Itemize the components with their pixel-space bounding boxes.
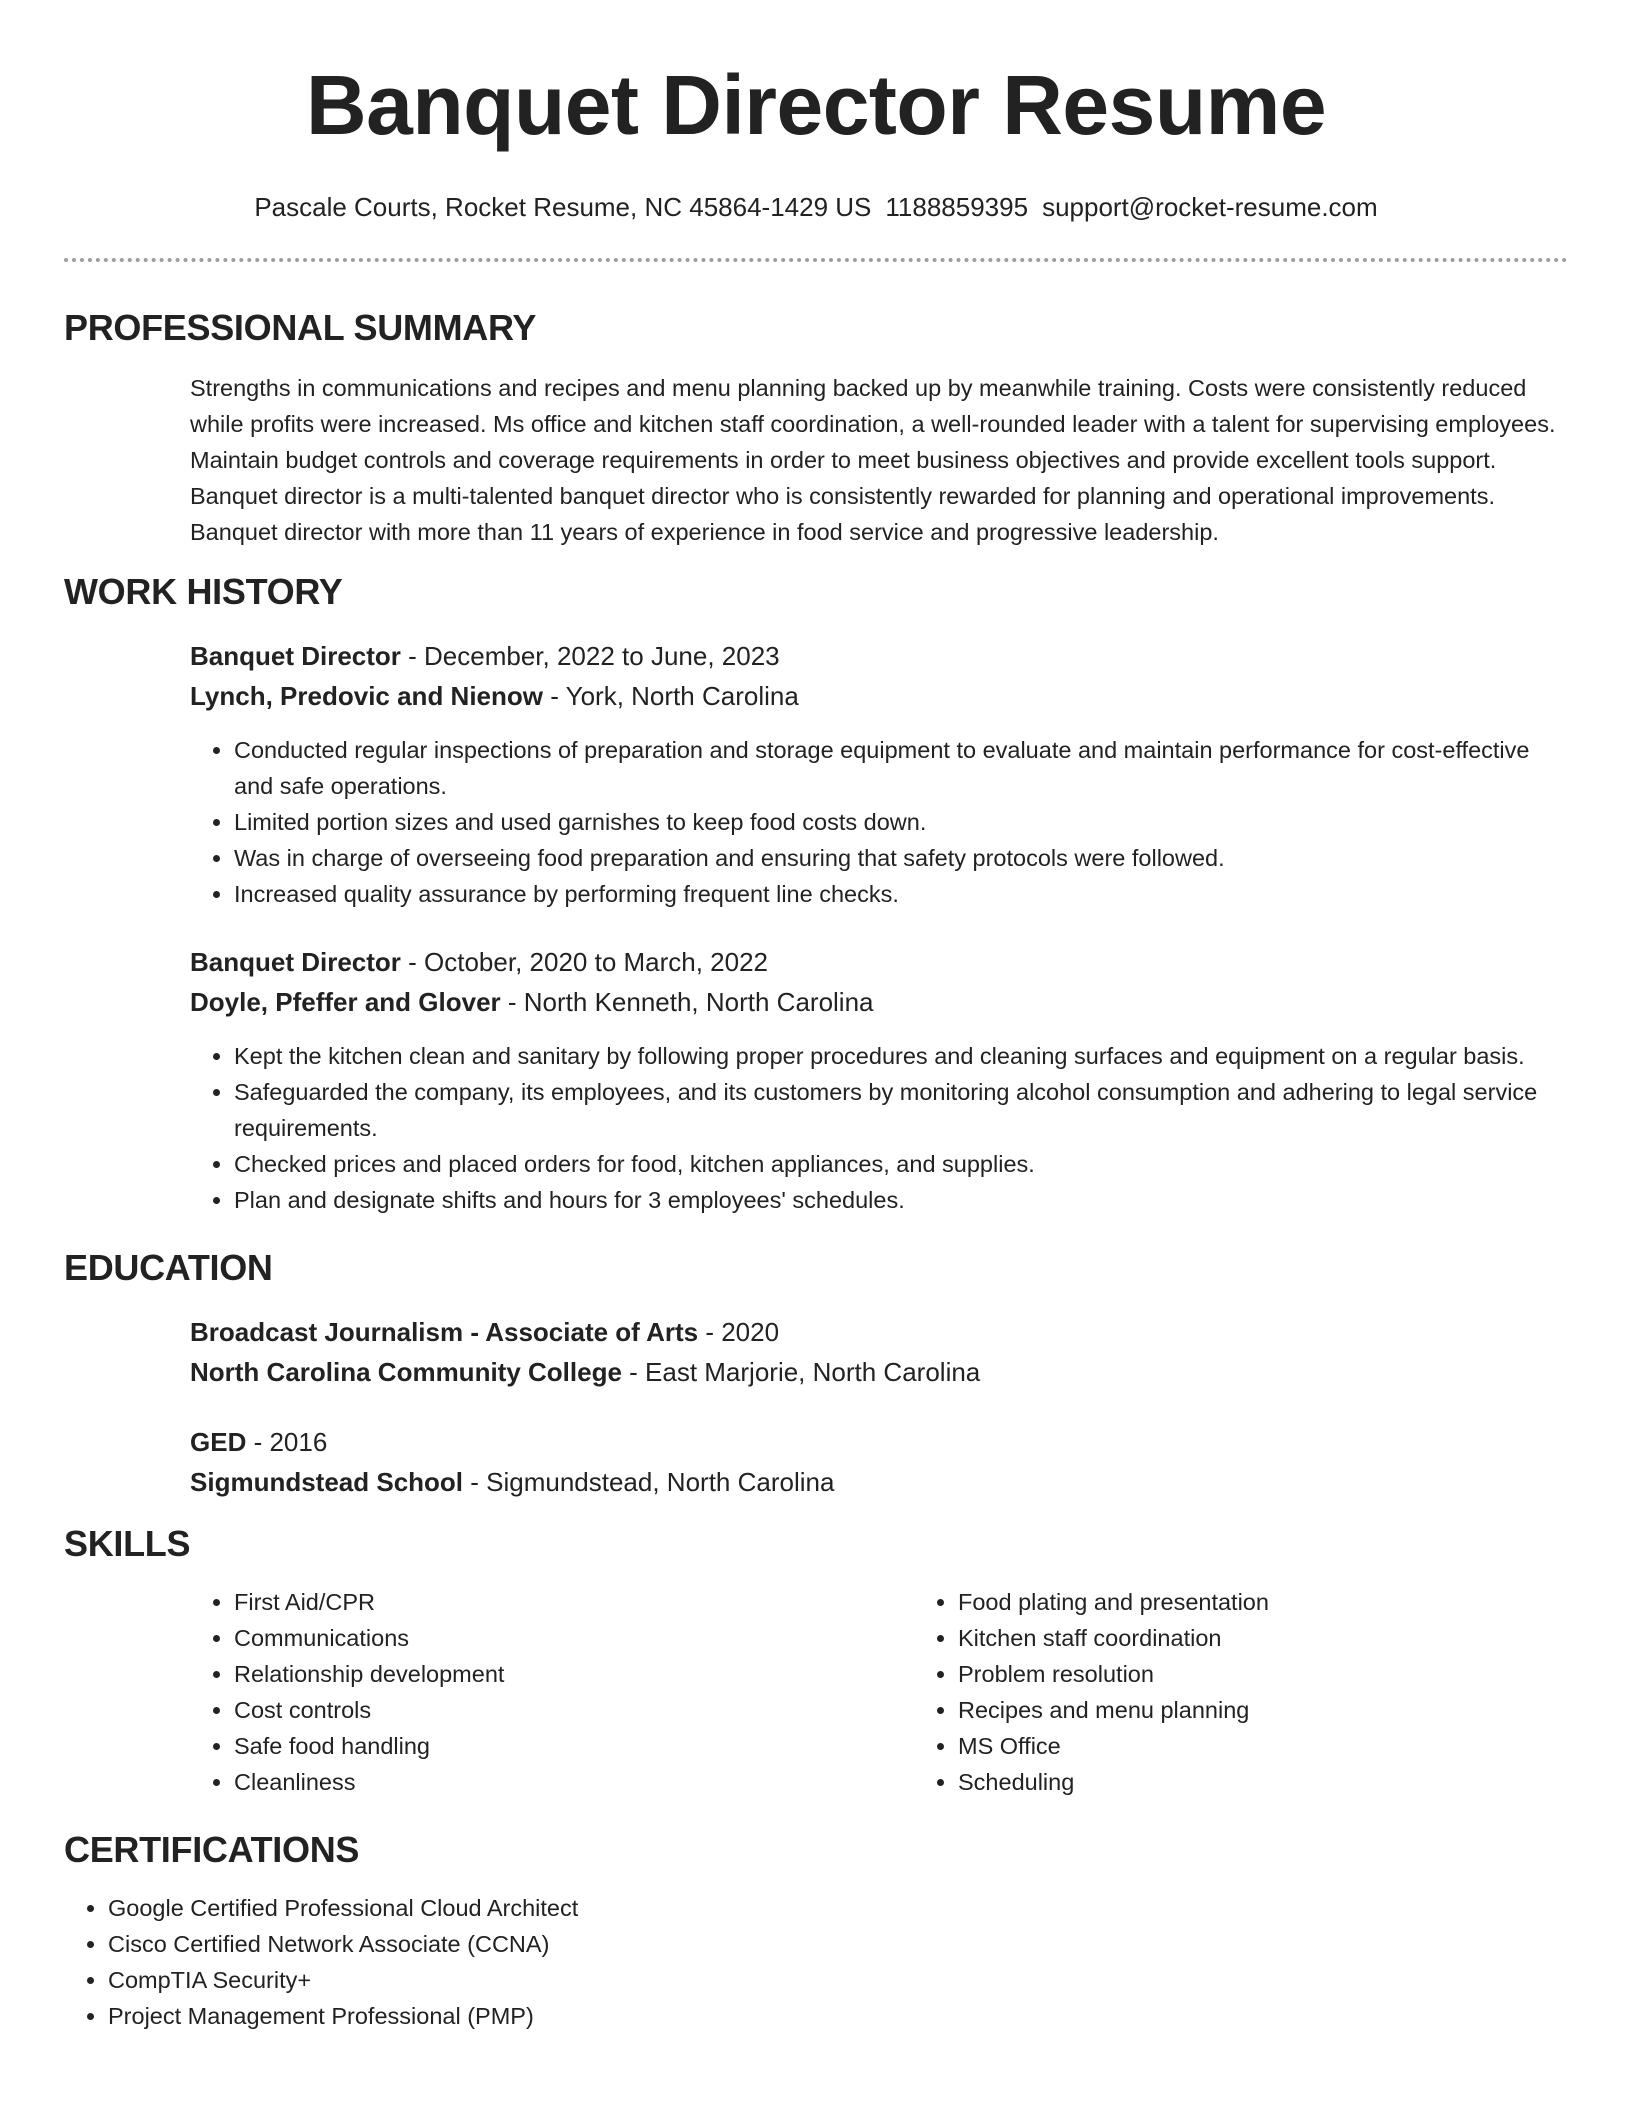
certifications-section [64, 1828, 1568, 2034]
degree-year: - 2020 [698, 1317, 780, 1347]
school-location: - Sigmundstead, North Carolina [463, 1467, 835, 1497]
certification-item: • Google Certified Professional Cloud Architect [108, 1890, 1568, 1926]
job-entry [190, 942, 1568, 1218]
job-location: - North Kenneth, North Carolina [500, 987, 874, 1017]
degree-line [190, 1312, 1568, 1352]
work-history-heading: WORK HISTORY [64, 571, 343, 612]
list-item: • Safeguarded the company, its employees, and its customers by monitoring alcohol consumption and adhering to legal service requirements. [234, 1074, 1568, 1146]
skill-item: • MS Office [958, 1728, 1568, 1764]
job-title-line [190, 636, 1568, 676]
skill-item: • Safe food handling [234, 1728, 914, 1764]
education-heading: EDUCATION [64, 1247, 273, 1288]
list-item: • Checked prices and placed orders for food, kitchen appliances, and supplies. [234, 1146, 1568, 1182]
skill-item: • Food plating and presentation [958, 1584, 1568, 1620]
job-dates: - October, 2020 to March, 2022 [400, 947, 769, 977]
job-company-line [190, 982, 1568, 1022]
job-company-line [190, 676, 1568, 716]
job-location: - York, North Carolina [543, 681, 799, 711]
degree-year: - 2016 [246, 1427, 328, 1457]
skill-item: • Scheduling [958, 1764, 1568, 1800]
job-company: Lynch, Predovic and Nienow [190, 681, 543, 711]
degree-name: GED [190, 1427, 247, 1457]
header-divider [64, 258, 1568, 262]
contact-line [64, 190, 1568, 224]
resume-title: Banquet Director Resume [305, 58, 1327, 152]
school-name: North Carolina Community College [190, 1357, 622, 1387]
contact-email: support@rocket-resume.com [1042, 192, 1378, 222]
list-item: • Was in charge of overseeing food preparation and ensuring that safety protocols were followed. [234, 840, 1568, 876]
job-title-line [190, 942, 1568, 982]
certification-item: • Cisco Certified Network Associate (CCNA) [108, 1926, 1568, 1962]
skill-item: • Cleanliness [234, 1764, 914, 1800]
skill-item: • Cost controls [234, 1692, 914, 1728]
contact-phone: 1188859395 [885, 192, 1029, 222]
summary-section [64, 306, 1568, 550]
education-entry [190, 1422, 1568, 1502]
list-item: • Limited portion sizes and used garnishes to keep food costs down. [234, 804, 1568, 840]
school-name: Sigmundstead School [190, 1467, 464, 1497]
school-location: - East Marjorie, North Carolina [621, 1357, 981, 1387]
certification-item: • CompTIA Security+ [108, 1962, 1568, 1998]
job-bullets [190, 1038, 1568, 1218]
skills-list-left [190, 1584, 914, 1800]
contact-address: Pascale Courts, Rocket Resume, NC 45864-1429 US [254, 192, 872, 222]
skill-item: • Kitchen staff coordination [958, 1620, 1568, 1656]
certifications-heading: CERTIFICATIONS [64, 1829, 360, 1870]
school-line [190, 1462, 1568, 1502]
job-company: Doyle, Pfeffer and Glover [190, 987, 501, 1017]
skill-item: • First Aid/CPR [234, 1584, 914, 1620]
certification-item: • Project Management Professional (PMP) [108, 1998, 1568, 2034]
summary-text: Strengths in communications and recipes and menu planning backed up by meanwhile training. Costs were consistently reduced while profits were increased. Ms office and kitchen staff coordination, a well-rounded leader with a talent for supervising employees. Maintain budget controls and coverage requirements in order to meet business objectives and provide excellent tools support. Banquet director is a multi-talented banquet director who is consistently rewarded for planning and operational improvements. Banquet director with more than 11 years of experience in food service and progressive leadership. [190, 375, 1556, 545]
school-line [190, 1352, 1568, 1392]
list-item: • Conducted regular inspections of preparation and storage equipment to evaluate and maintain performance for cost-effective and safe operations. [234, 732, 1568, 804]
skills-section [64, 1522, 1568, 1800]
education-entry [190, 1312, 1568, 1392]
list-item: • Increased quality assurance by performing frequent line checks. [234, 876, 1568, 912]
work-history-section [64, 570, 1568, 1218]
skill-item: • Communications [234, 1620, 914, 1656]
job-dates: - December, 2022 to June, 2023 [400, 641, 780, 671]
list-item: • Kept the kitchen clean and sanitary by following proper procedures and cleaning surfaces and equipment on a regular basis. [234, 1038, 1568, 1074]
job-entry [190, 636, 1568, 912]
skill-item: • Problem resolution [958, 1656, 1568, 1692]
degree-name: Broadcast Journalism - Associate of Arts [190, 1317, 699, 1347]
skills-columns [190, 1584, 1568, 1800]
certifications-list [64, 1890, 1568, 2034]
education-section [64, 1246, 1568, 1502]
summary-heading: PROFESSIONAL SUMMARY [64, 307, 537, 348]
skills-list-right [914, 1584, 1568, 1800]
list-item: • Plan and designate shifts and hours for 3 employees' schedules. [234, 1182, 1568, 1218]
job-role: Banquet Director [190, 947, 401, 977]
job-bullets [190, 732, 1568, 912]
skills-heading: SKILLS [64, 1523, 191, 1564]
skill-item: • Recipes and menu planning [958, 1692, 1568, 1728]
job-role: Banquet Director [190, 641, 401, 671]
skill-item: • Relationship development [234, 1656, 914, 1692]
degree-line [190, 1422, 1568, 1462]
